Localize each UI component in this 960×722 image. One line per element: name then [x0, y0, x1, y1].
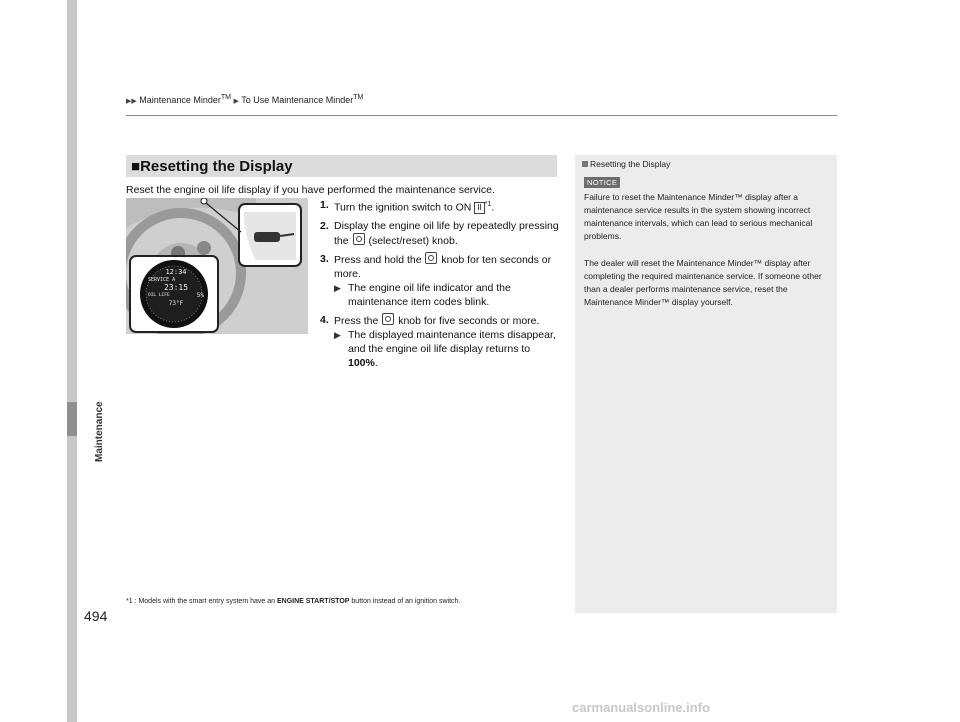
- note-title: [582, 159, 670, 169]
- gauge-oil-life-value: 5%: [196, 292, 204, 299]
- gauge-service-code: SERVICE A: [148, 277, 176, 283]
- step-text: knob for five seconds or more.: [398, 314, 540, 327]
- step-4: [320, 313, 560, 370]
- side-tab-marker: [67, 402, 77, 436]
- section-marker-icon: ■: [131, 158, 141, 175]
- step-text: Press the: [334, 314, 379, 327]
- notice-badge: NOTICE: [584, 177, 620, 188]
- step-3-result: [334, 281, 560, 309]
- gauge-odometer: 23:15: [163, 283, 189, 292]
- watermark: carmanualsonline.info: [572, 700, 710, 715]
- page-number: 494: [84, 608, 108, 624]
- select-reset-knob-icon: [425, 252, 437, 264]
- select-reset-knob-icon: [353, 233, 365, 245]
- step-text: Press and hold the: [334, 253, 422, 266]
- step-text: knob for ten seconds or more.: [334, 253, 552, 280]
- select-reset-knob-icon: [382, 313, 394, 325]
- ignition-on-badge: II: [474, 202, 484, 214]
- result-text: The engine oil life indicator and the maintenance item codes blink.: [348, 281, 511, 308]
- note-title-text: Resetting the Display: [590, 159, 671, 169]
- step-3: [320, 252, 560, 309]
- step-text: Turn the ignition switch to ON: [334, 201, 472, 214]
- gauge-temperature: 73°F: [168, 300, 184, 307]
- procedure-steps: [320, 198, 560, 374]
- footnote-ref: *1: [484, 201, 492, 208]
- step-1: [320, 198, 560, 215]
- tm-mark: TM: [353, 94, 364, 101]
- breadcrumb-arrow-icon: ▶: [233, 98, 239, 105]
- tm-mark: TM: [220, 94, 231, 101]
- result-value: 100%: [348, 356, 375, 369]
- breadcrumb: [126, 94, 363, 105]
- note-marker-icon: [582, 161, 588, 167]
- section-title-text: Resetting the Display: [140, 158, 293, 175]
- gauge-oil-life-label: OIL LIFE: [148, 293, 170, 298]
- result-text: .: [374, 356, 378, 369]
- step-number: 4.: [320, 313, 329, 326]
- dashboard-illustration: [126, 198, 308, 334]
- notice-paragraph: Failure to reset the Maintenance Minder™ display after a maintenance service results in the system showing incorrect maintenance intervals, which can lead to serious mechanical problems.: [584, 192, 813, 241]
- step-number: 2.: [320, 219, 329, 232]
- gauge-readout: [148, 268, 204, 308]
- dealer-paragraph: The dealer will reset the Maintenance Minder™ display after completing the required maintenance service. If someone other than a dealer performs maintenance service, reset the Maintenance Minder™ display yourself.: [584, 258, 822, 307]
- step-2: [320, 219, 560, 248]
- gauge-time: 12:34: [165, 268, 187, 276]
- footnote: [126, 598, 460, 605]
- footnote-text: *1 : Models with the smart entry system have an: [126, 598, 276, 605]
- result-arrow-icon: ▶: [334, 329, 341, 340]
- step-number: 1.: [320, 199, 329, 211]
- result-arrow-icon: ▶: [334, 282, 341, 293]
- step-number: 3.: [320, 252, 329, 265]
- header-rule: [126, 115, 837, 116]
- step-text: (select/reset) knob.: [368, 234, 458, 247]
- breadcrumb-arrow-icon: ▶▶: [126, 98, 137, 105]
- breadcrumb-item-1: Maintenance Minder: [139, 95, 221, 105]
- breadcrumb-item-2: To Use Maintenance Minder: [241, 95, 354, 105]
- step-4-result: [334, 328, 560, 370]
- intro-text: Reset the engine oil life display if you have performed the maintenance service.: [126, 184, 495, 196]
- step-text: .: [491, 201, 495, 214]
- side-strip: [67, 0, 77, 722]
- footnote-text: button instead of an ignition switch.: [351, 598, 461, 605]
- step-text: Display the engine oil life by repeatedly pressing the: [334, 219, 559, 247]
- result-text: The displayed maintenance items disappear, and the engine oil life display returns to: [348, 328, 556, 355]
- side-section-label: Maintenance: [94, 401, 105, 462]
- section-title: [131, 158, 293, 175]
- footnote-bold: ENGINE START/STOP: [276, 598, 350, 605]
